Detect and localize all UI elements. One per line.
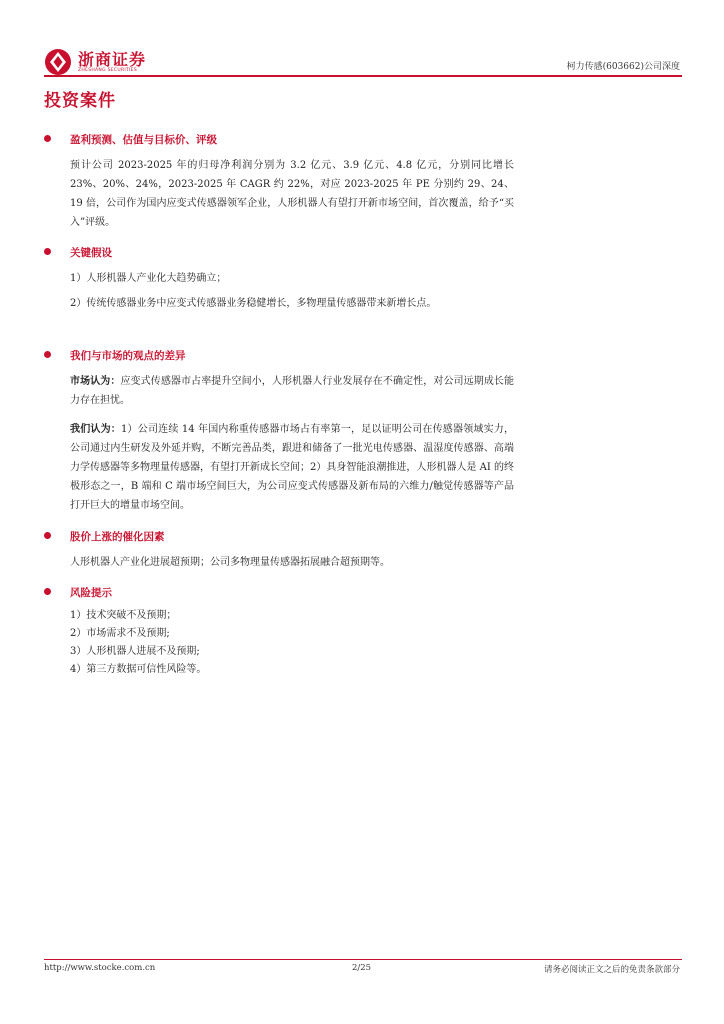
brand-subtitle: ZHESHANG SECURITIES	[78, 68, 137, 73]
paragraph-text: 1）公司连续 14 年国内称重传感器市场占有率第一，足以证明公司在传感器领域实力，公司通过内生研发及外延并购，不断完善品类，跟进和储备了一批光电传感器、温湿度传感器、高端力学传感器等多物理量传感器，有望打开新成长空间；2）具身智能浪潮推进，人形机器人是 AI 的终极形态之一，B 端和 C 端市场空间巨大，为公司应变式传感器及新布局的六维力/触觉传感器等产品打开巨大的增量市场空间。	[70, 424, 514, 511]
footer-website-link[interactable]: http://www.stocke.com.cn	[44, 963, 156, 973]
lead-label: 市场认为：	[70, 376, 121, 387]
risk-item: 3）人形机器人进展不及预期;	[70, 646, 200, 657]
bullet-icon	[44, 588, 51, 595]
section-risks	[44, 585, 514, 679]
bullet-icon	[44, 135, 51, 142]
paragraph: 预计公司 2023-2025 年的归母净利润分别为 3.2 亿元、3.9 亿元、4.8 亿元，分别同比增长 23%、20%、24%，2023-2025 年 CAGR 约 22%，对应 2023-2025 年 PE 分别约 29、24、19 倍，公司作为国内应变式传感器领军企业，人形机器人有望打开新市场空间，首次覆盖，给予“买入”评级。	[70, 160, 514, 228]
brand-logo-icon	[44, 47, 72, 77]
risk-item: 4）第三方数据可信性风险等。	[70, 664, 207, 675]
document-label: 柯力传感(603662)公司深度	[566, 62, 680, 72]
section-title: 盈利预测、估值与目标价、评级	[70, 134, 217, 146]
lead-label: 我们认为：	[70, 424, 121, 435]
page-title: 投资案件	[44, 91, 116, 111]
section-title: 风险提示	[70, 587, 112, 599]
paragraph-text: 应变式传感器市占率提升空间小，人形机器人行业发展存在不确定性，对公司远期成长能力存在担忧。	[70, 376, 515, 406]
footer-divider	[44, 959, 682, 960]
brand-name: 浙商证券	[78, 50, 147, 69]
paragraph-our-view	[70, 420, 514, 515]
section-key-assumptions	[44, 245, 514, 313]
page-number: 2/25	[352, 963, 372, 973]
section-title: 关键假设	[70, 247, 112, 259]
bullet-icon	[44, 351, 51, 358]
header-divider	[44, 75, 682, 77]
footer-disclaimer: 请务必阅读正文之后的免责条款部分	[543, 965, 680, 975]
section-title: 股价上涨的催化因素	[70, 531, 165, 543]
paragraph: 1）人形机器人产业化大趋势确立；	[70, 273, 227, 284]
brand-logo	[44, 47, 154, 77]
section-catalysts	[44, 529, 514, 572]
paragraph: 人形机器人产业化进展超预期；公司多物理量传感器拓展融合超预期等。	[70, 557, 390, 568]
paragraph: 2）传统传感器业务中应变式传感器业务稳健增长，多物理量传感器带来新增长点。	[70, 298, 437, 309]
bullet-icon	[44, 532, 51, 539]
section-view-difference	[44, 348, 514, 515]
risk-item: 1）技术突破不及预期；	[70, 610, 177, 621]
risk-item: 2）市场需求不及预期;	[70, 628, 170, 639]
section-title: 我们与市场的观点的差异	[70, 350, 186, 362]
section-earnings-forecast	[44, 132, 514, 232]
paragraph-market-view	[70, 372, 514, 410]
bullet-icon	[44, 248, 51, 255]
